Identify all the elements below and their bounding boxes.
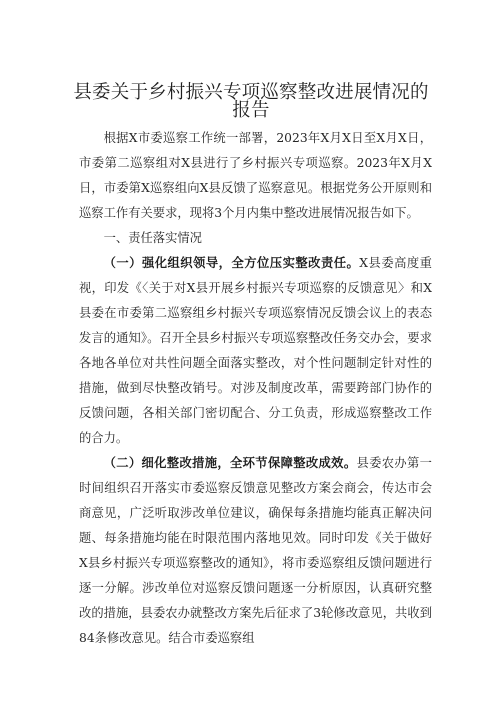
paragraph-2-lead: （二）细化整改措施，全环节保障整改成效。: [103, 456, 357, 470]
paragraph-1: [79, 251, 432, 451]
intro-paragraph: 根据X市委巡察工作统一部署，2023年X月X日至X月X日，市委第二巡察组对X县进行了乡村振兴专项巡察。2023年X月X日，市委第X巡察组向X县反馈了巡察意见。根据党务公开原则和巡察工作有关要求，现将3个月内集中整改进展情况报告如下。: [79, 131, 432, 220]
paragraph-2-body: 县委农办第一时间组织召开落实市委巡察反馈意见整改方案会商会，传达市会商意见，广泛听取涉改单位建议，确保每条措施均能真正解决问题、每条措施均能在时限范围内落地见效。同时印发《关于做好X县乡村振兴专项巡察整改的通知》，将市委巡察组反馈问题进行逐一分解。涉改单位对巡察反馈问题逐一分析原因，认真研究整改的措施，县委农办就整改方案先后征求了3轮修改意见，共收到84条修改意见。结合市委巡察组: [79, 456, 432, 645]
paragraph-1-body: X县委高度重视，印发《〈关于对X县开展乡村振兴专项巡察的反馈意见〉和X县委在市委第二巡察组乡村振兴专项巡察情况反馈会议上的表态发言的通知》。召开全县乡村振兴专项巡察整改任务交办会，要求各地各单位对共性问题全面落实整改，对个性问题制定针对性的措施，做到尽快整改销号。对涉及制度改革，需要跨部门协作的反馈问题，各相关部门密切配合、分工负责，形成巡察整改工作的合力。: [79, 256, 432, 445]
paragraph-2: [79, 451, 432, 651]
paragraph-1-lead: （一）强化组织领导，全方位压实整改责任。: [103, 256, 360, 270]
document-title: 县委关于乡村振兴专项巡察整改进展情况的报告: [73, 82, 429, 121]
document-body: [79, 126, 432, 651]
section-heading: 一、责任落实情况: [103, 231, 202, 245]
